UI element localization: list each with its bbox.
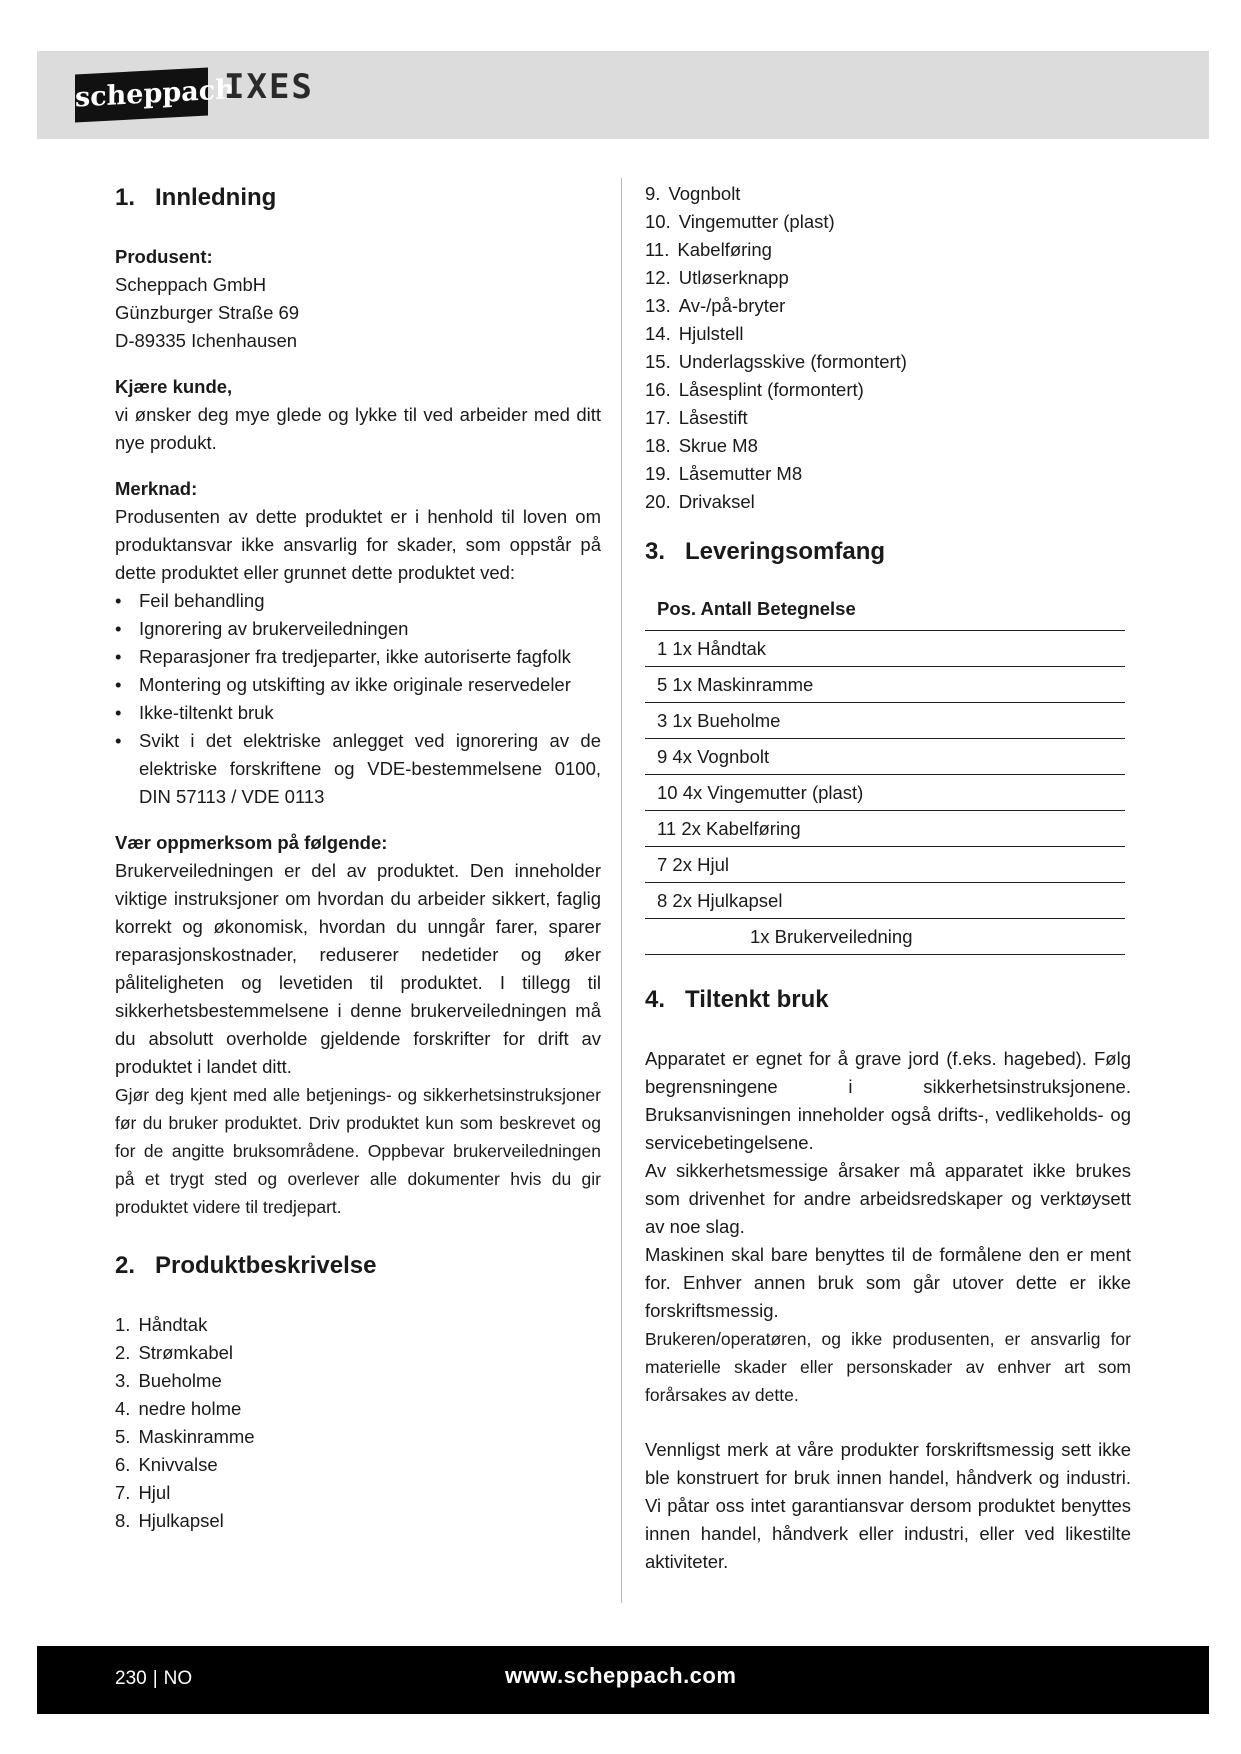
list-item: 7. Hjul: [115, 1482, 171, 1503]
website-link[interactable]: www.scheppach.com: [505, 1663, 737, 1688]
section-1-heading: 1. Innledning: [115, 184, 277, 211]
list-item: 5. Maskinramme: [115, 1426, 255, 1447]
manufacturer-label: Produsent:: [115, 246, 213, 267]
dear-customer-text: vi ønsker deg mye glede og lykke til ved arbeider med ditt nye produkt.: [115, 404, 601, 453]
list-item: 4. nedre holme: [115, 1398, 242, 1419]
table-row: 9 4x Vognbolt: [645, 739, 1125, 775]
manufacturer-line: Günzburger Straße 69: [115, 302, 300, 323]
page-number: 230 | NO: [115, 1668, 193, 1689]
table-row: 1x Brukerveiledning: [645, 919, 1125, 955]
list-item: 15. Underlagsskive (formontert): [645, 351, 907, 372]
list-item: 12. Utløserknapp: [645, 267, 789, 288]
attention-label: Vær oppmerksom på følgende:: [115, 832, 388, 853]
list-item: 18. Skrue M8: [645, 435, 758, 456]
manufacturer-line: D-89335 Ichenhausen: [115, 330, 298, 351]
bullet-item: • Reparasjoner fra tredjeparter, ikke autoriserte fagfolk: [115, 643, 601, 671]
dear-customer-label: Kjære kunde,: [115, 376, 233, 397]
intended-use-text: Apparatet er egnet for å grave jord (f.eks. hagebed). Følg begrensningene i sikkerhetsinstruksjonene. Bruksanvisningen inneholder også drifts-, vedlikeholds- og servicebetingelsene.: [645, 1048, 1131, 1153]
list-item: 1. Håndtak: [115, 1314, 208, 1335]
list-item: 17. Låsestift: [645, 407, 748, 428]
table-row: 10 4x Vingemutter (plast): [645, 775, 1125, 811]
attention-text-2: Gjør deg kjent med alle betjenings- og sikkerhetsinstruksjoner før du bruker produktet. Driv produktet kun som beskrevet og for de angitte bruksområdene. Oppbevar brukerveiledningen på et trygt sted og overlever alle dokumenter hvis du gir produktet videre til tredjepart.: [115, 1085, 601, 1217]
bullet-item: • Svikt i det elektriske anlegget ved ignorering av de elektriske forskriftene og VDE-bestemmelsene 0100, DIN 57113 / VDE 0113: [115, 727, 601, 811]
attention-text: Brukerveiledningen er del av produktet. Den inneholder viktige instruksjoner om hvordan du arbeider sikkert, faglig korrekt og økonomisk, hvordan du unngår farer, sparer reparasjonskostnader, reduserer nedetider og øker påliteligheten og levetiden til produktet. I tillegg til sikkerhetsbestemmelsene i denne brukerveiledningen må du absolutt overholde gjeldende forskrifter for drift av produktet i landet ditt.: [115, 860, 601, 1077]
left-column: [115, 180, 601, 1535]
note-label: Merknad:: [115, 478, 198, 499]
parts-list-b: [645, 180, 1131, 516]
list-item: 6. Knivvalse: [115, 1454, 218, 1475]
table-row: 7 2x Hjul: [645, 847, 1125, 883]
bullet-item: • Ikke-tiltenkt bruk: [115, 699, 601, 727]
table-row: 3 1x Bueholme: [645, 703, 1125, 739]
page-header: [37, 51, 1209, 139]
section-3-heading: 3. Leveringsomfang: [645, 538, 886, 565]
delivery-scope-table: [645, 588, 1125, 955]
note-bullet-list: [115, 587, 601, 811]
intended-use-text: Vennligst merk at våre produkter forskriftsmessig sett ikke ble konstruert for bruk innen handel, håndverk og industri. Vi påtar oss intet garantiansvar dersom produktet benyttes innen handel, håndverk eller industri, eller ved likestilte aktiviteter.: [645, 1439, 1131, 1572]
table-header: Pos. Antall Betegnelse: [645, 588, 1125, 631]
ixes-brand-mark: IXES: [224, 67, 314, 107]
bullet-item: • Ignorering av brukerveiledningen: [115, 615, 601, 643]
list-item: 2. Strømkabel: [115, 1342, 234, 1363]
intended-use-text: Brukeren/operatøren, og ikke produsenten, er ansvarlig for materielle skader eller personskader av enhver art som forårsakes av dette.: [645, 1329, 1131, 1405]
table-row: 5 1x Maskinramme: [645, 667, 1125, 703]
table-row: 1 1x Håndtak: [645, 631, 1125, 667]
parts-list-a: [115, 1311, 601, 1535]
list-item: 13. Av-/på-bryter: [645, 295, 786, 316]
bullet-item: • Montering og utskifting av ikke originale reservedeler: [115, 671, 601, 699]
note-text: Produsenten av dette produktet er i henhold til loven om produktansvar ikke ansvarlig for skader, som oppstår på dette produktet eller grunnet dette produktet ved:: [115, 506, 601, 583]
section-4-heading: 4. Tiltenkt bruk: [645, 986, 829, 1013]
list-item: 19. Låsemutter M8: [645, 463, 803, 484]
list-item: 10. Vingemutter (plast): [645, 211, 835, 232]
intended-use-text: Av sikkerhetsmessige årsaker må apparatet ikke brukes som drivenhet for andre arbeidsredskaper og verktøysett av noe slag.: [645, 1160, 1131, 1237]
table-row: 8 2x Hjulkapsel: [645, 883, 1125, 919]
list-item: 20. Drivaksel: [645, 491, 755, 512]
page-footer: [37, 1646, 1209, 1714]
manufacturer-line: Scheppach GmbH: [115, 274, 267, 295]
column-divider: [621, 178, 622, 1603]
list-item: 9. Vognbolt: [645, 183, 741, 204]
list-item: 16. Låsesplint (formontert): [645, 379, 864, 400]
section-2-heading: 2. Produktbeskrivelse: [115, 1252, 377, 1279]
right-column: [645, 180, 1131, 1576]
list-item: 3. Bueholme: [115, 1370, 222, 1391]
list-item: 8. Hjulkapsel: [115, 1510, 224, 1531]
intended-use-text: Maskinen skal bare benyttes til de formålene den er ment for. Enhver annen bruk som går utover dette er ikke forskriftsmessig.: [645, 1244, 1131, 1321]
bullet-item: • Feil behandling: [115, 587, 601, 615]
scheppach-logo: scheppach: [75, 68, 208, 123]
list-item: 14. Hjulstell: [645, 323, 744, 344]
list-item: 11. Kabelføring: [645, 239, 772, 260]
table-row: 11 2x Kabelføring: [645, 811, 1125, 847]
